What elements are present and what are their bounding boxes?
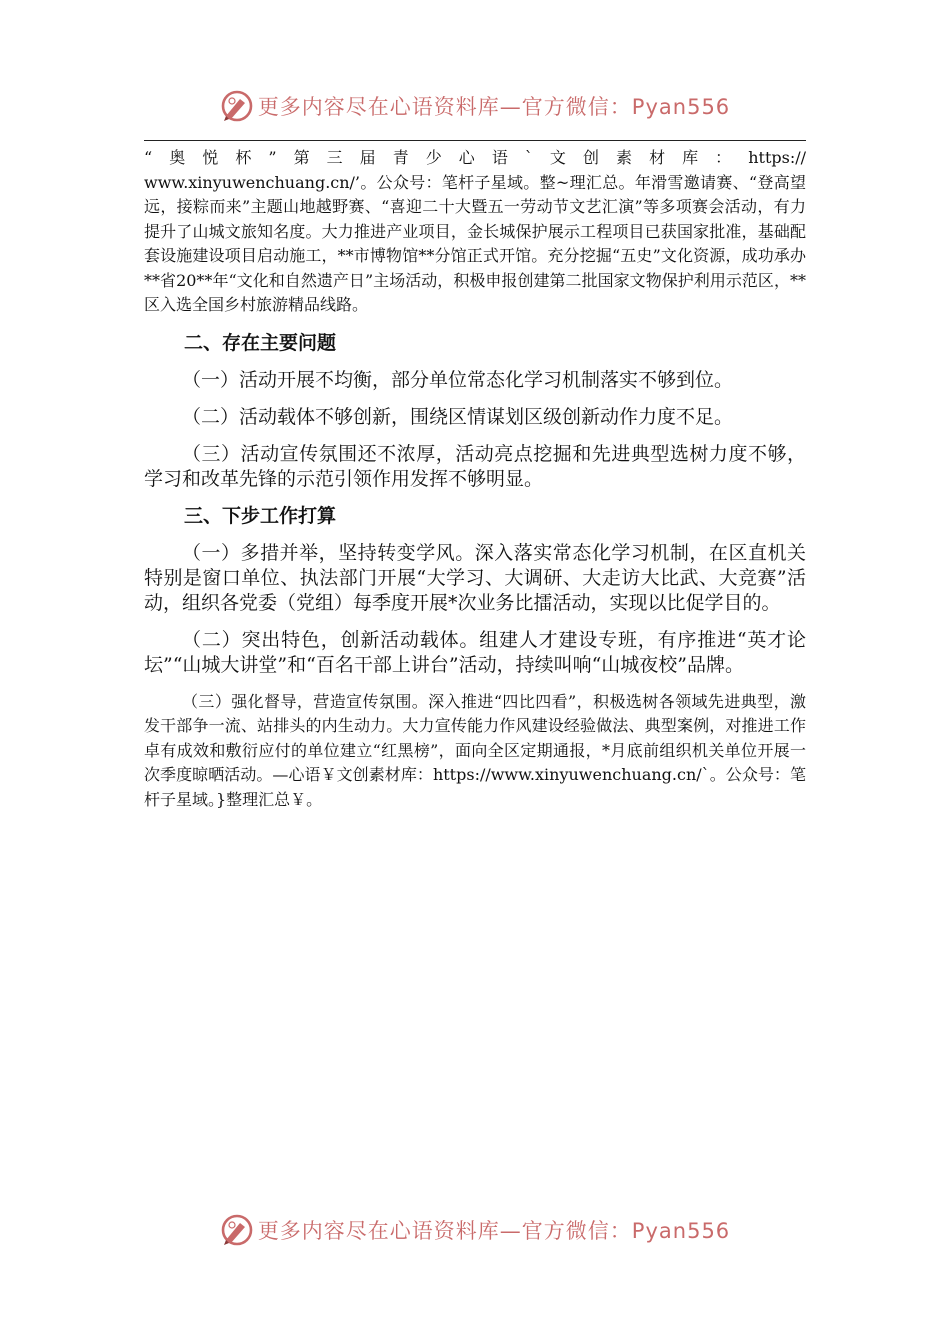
section-heading-problems: 二、存在主要问题 <box>184 331 337 354</box>
intro-line-1: “奥悦杯”第三届青少心语`文创素材库：https:// <box>144 148 806 167</box>
footer-banner <box>0 1208 950 1252</box>
header-banner-text: 更多内容尽在心语资料库—官方微信：Pyan556 <box>257 95 731 119</box>
header-banner <box>0 84 950 128</box>
plan-paragraph-2: （二）突出特色，创新活动载体。组建人才建设专班，有序推进“英才论坛”“山城大讲堂”和“百名干部上讲台”活动，持续叫响“山城夜校”品牌。 <box>144 628 806 676</box>
section-heading-plans: 三、下步工作打算 <box>184 504 337 527</box>
header-divider <box>144 140 806 141</box>
pen-logo-icon <box>220 1213 254 1247</box>
footer-banner-text: 更多内容尽在心语资料库—官方微信：Pyan556 <box>257 1219 731 1243</box>
pen-logo-icon <box>220 89 254 123</box>
issue-paragraph-3: （三）活动宣传氛围还不浓厚，活动亮点挖掘和先进典型选树力度不够，学习和改革先锋的示范引领作用发挥不够明显。 <box>144 442 806 490</box>
plan-paragraph-3: （三）强化督导，营造宣传氛围。深入推进“四比四看”，积极选树各领域先进典型，激发干部争一流、站排头的内生动力。大力宣传能力作风建设经验做法、典型案例，对推进工作卓有成效和敷衍应付的单位建立“红黑榜”，面向全区定期通报，*月底前组织机关单位开展一次季度晾晒活动。—心语￥文创素材库：https://www.xinyuwenchuang.cn/`。公众号：笔杆子星域。}整理汇总￥。 <box>144 691 806 809</box>
plan-paragraph-1: （一）多措并举，坚持转变学风。深入落实常态化学习机制，在区直机关特别是窗口单位、执法部门开展“大学习、大调研、大走访大比武、大竞赛”活动，组织各党委（党组）每季度开展*次业务比擂活动，实现以比促学目的。 <box>144 541 806 614</box>
intro-paragraph: www.xinyuwenchuang.cn/’。公众号：笔杆子星域。整~理汇总。年滑雪邀请赛、“登高望远，接粽而来”主题山地越野赛、“喜迎二十大暨五一劳动节文艺汇演”等多项赛会活动，有力提升了山城文旅知名度。大力推进产业项目，金长城保护展示工程项目已获国家批准，基础配套设施建设项目启动施工，**市博物馆**分馆正式开馆。充分挖掘“五史”文化资源，成功承办**省20**年“文化和自然遗产日”主场活动，积极申报创建第二批国家文物保护利用示范区，**区入选全国乡村旅游精品线路。 <box>144 172 806 314</box>
document-body <box>144 146 806 812</box>
issue-paragraph-1: （一）活动开展不均衡，部分单位常态化学习机制落实不够到位。 <box>182 368 734 391</box>
issue-paragraph-2: （二）活动载体不够创新，围绕区情谋划区级创新动作力度不足。 <box>182 405 734 428</box>
